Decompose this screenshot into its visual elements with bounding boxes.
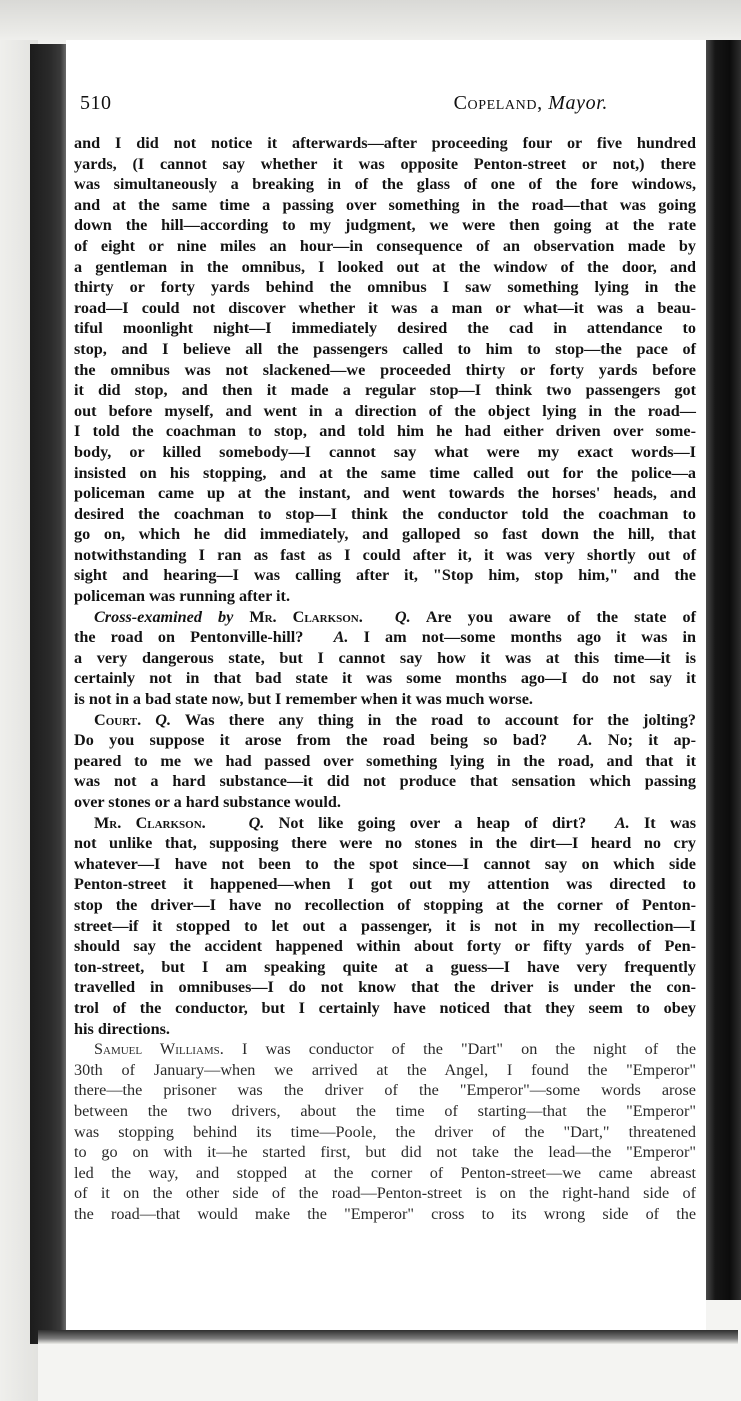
text-line: a gentleman in the omnibus, I looked out at the window of the door, and — [74, 257, 696, 276]
cross-examination — [74, 607, 696, 710]
text-line: Samuel Williams. I was conductor of the "Dart" on the night of the — [94, 1040, 697, 1059]
text-line: body, or killed somebody—I cannot say what were my exact words—I — [74, 442, 696, 461]
court-question — [74, 710, 696, 813]
text-line: Do you suppose it arose from the road being so bad? A. No; it ap- — [74, 731, 697, 750]
text-line: stop, and I believe all the passengers called to him to stop—the pace of — [74, 339, 696, 358]
text-line: Penton-street it happened—when I got out my attention was directed to — [74, 875, 696, 894]
text-line: a very dangerous state, but I cannot say how it was at this time—it is — [74, 648, 696, 667]
text-line: of eight or nine miles an hour—in consequence of an observation made by — [74, 236, 696, 255]
text-line: his directions. — [74, 1019, 170, 1038]
text-line: sight and hearing—I was calling after it, "Stop him, stop him," and the — [74, 566, 696, 585]
text-line: it did stop, and then it made a regular stop—I think two passengers got — [74, 381, 696, 400]
text-line: was stopping behind its time—Poole, the driver of the "Dart," threatened — [74, 1122, 696, 1141]
text-line: thirty or forty yards behind the omnibus I saw something lying in the — [74, 278, 696, 297]
book-binding-shadow — [30, 44, 66, 1344]
clarkson-question — [74, 813, 696, 1040]
text-line: Mr. Clarkson. Q. Not like going over a heap of dirt? A. It was — [94, 813, 697, 832]
text-line: and I did not notice it afterwards—after proceeding four or five hundred — [74, 134, 696, 152]
text-line: over stones or a hard substance would. — [74, 793, 341, 811]
text-line: is not in a bad state now, but I remember when it was much worse. — [74, 690, 533, 709]
text-line: policeman came up at the instant, and went towards the horses' heads, and — [74, 484, 696, 503]
text-line: and at the same time a passing over something in the road—that was going — [74, 195, 696, 214]
text-line: Cross-examined by Mr. Clarkson. Q. Are you aware of the state of — [94, 607, 697, 626]
text-line: there—the prisoner was the driver of the "Emperor"—some words arose — [74, 1081, 696, 1100]
text-line: 30th of January—when we arrived at the Angel, I found the "Emperor" — [74, 1060, 696, 1079]
text-line: travelled in omnibuses—I do not know that the driver is under the con- — [74, 978, 696, 997]
text-line: between the two drivers, about the time of starting—that the "Emperor" — [74, 1101, 696, 1120]
answer-marker: A. — [333, 628, 349, 647]
text-line: led the way, and stopped at the corner of Penton-street—we came abreast — [74, 1163, 696, 1182]
text-line: not unlike that, supposing there were no stones in the dirt—I heard no cry — [74, 834, 696, 853]
text-line: tiful moonlight night—I immediately desired the cad in attendance to — [74, 319, 696, 338]
text-line: was simultaneously a breaking in of the glass of one of the fore windows, — [74, 175, 696, 194]
text-line: policeman was running after it. — [74, 587, 290, 606]
text-line: stop the driver—I have no recollection of stopping at the corner of Penton- — [74, 895, 696, 914]
text-line: should say the accident happened within about forty or fifty yards of Pen- — [74, 937, 696, 956]
text-line: out before myself, and went in a direction of the object lying in the road— — [74, 401, 696, 420]
text-line: ton-street, but I am speaking quite at a guess—I have very frequently — [74, 957, 696, 976]
text-line: was not a hard substance—it did not produce that sensation which passing — [74, 772, 696, 791]
text-line: down the hill—according to my judgment, we were then going at the rate — [74, 216, 696, 235]
williams-testimony — [74, 1039, 696, 1224]
text-line: peared to me we had passed over something lying in the road, and that it — [74, 751, 696, 770]
running-head-name: Copeland, — [453, 92, 543, 114]
text-line: the road on Pentonville-hill? A. I am not—some months ago it was in — [74, 628, 696, 647]
running-head-title: Mayor. — [548, 92, 608, 114]
text-line: trol of the conductor, but I certainly have noticed that they seem to obey — [74, 998, 696, 1017]
speaker-name: Mr. Clarkson. — [94, 813, 206, 832]
text-line: Court. Q. Was there any thing in the road to account for the jolting? — [94, 710, 697, 729]
text-line: certainly not in that bad state it was some months ago—I do not say it — [74, 669, 696, 688]
text-line: desired the coachman to stop—I think the conductor told the coachman to — [74, 504, 696, 523]
text-line: the road—that would make the "Emperor" cross to its wrong side of the — [74, 1204, 696, 1223]
text-line: yards, (I cannot say whether it was opposite Penton-street or not,) there — [74, 154, 696, 173]
answer-marker: A. — [614, 813, 630, 832]
text-line: the omnibus was not slackened—we proceeded thirty or forty yards before — [74, 360, 696, 379]
text-line: notwithstanding I ran as fast as I could after it, it was very shortly out of — [74, 545, 696, 564]
speaker-name: Mr. Clarkson. — [249, 607, 363, 626]
running-head — [454, 92, 608, 115]
page-number: 510 — [80, 92, 112, 114]
speaker-name: Samuel Williams. — [94, 1040, 224, 1059]
speaker-name: Court. — [94, 710, 142, 729]
question-marker: Q. — [394, 607, 411, 626]
text-line: to go on with it—he started first, but did not take the lead—the "Emperor" — [74, 1143, 696, 1162]
answer-marker: A. — [577, 731, 593, 750]
body-text — [74, 133, 696, 1224]
text-line: of it on the other side of the road—Penton-street is on the right-hand side of — [74, 1184, 696, 1203]
text-line: go on, which he did immediately, and galloped so fast down the hill, that — [74, 525, 696, 544]
cross-label: Cross-examined by — [94, 607, 234, 626]
question-marker: Q. — [248, 813, 265, 832]
page-header — [80, 92, 608, 122]
page-bottom-shadow — [38, 1330, 738, 1344]
text-line: road—I could not discover whether it was a man or what—it was a beau- — [74, 298, 696, 317]
text-line: I told the coachman to stop, and told him he had either driven over some- — [74, 422, 696, 441]
page-edge-shadow — [704, 40, 741, 1300]
testimony-continuation — [74, 133, 696, 607]
text-line: whatever—I have not been to the spot since—I cannot say on which side — [74, 854, 696, 873]
text-line: street—if it stopped to let out a passenger, it is not in my recollection—I — [74, 916, 696, 935]
text-line: insisted on his stopping, and at the same time called out for the police—a — [74, 463, 696, 482]
question-marker: Q. — [155, 710, 171, 729]
